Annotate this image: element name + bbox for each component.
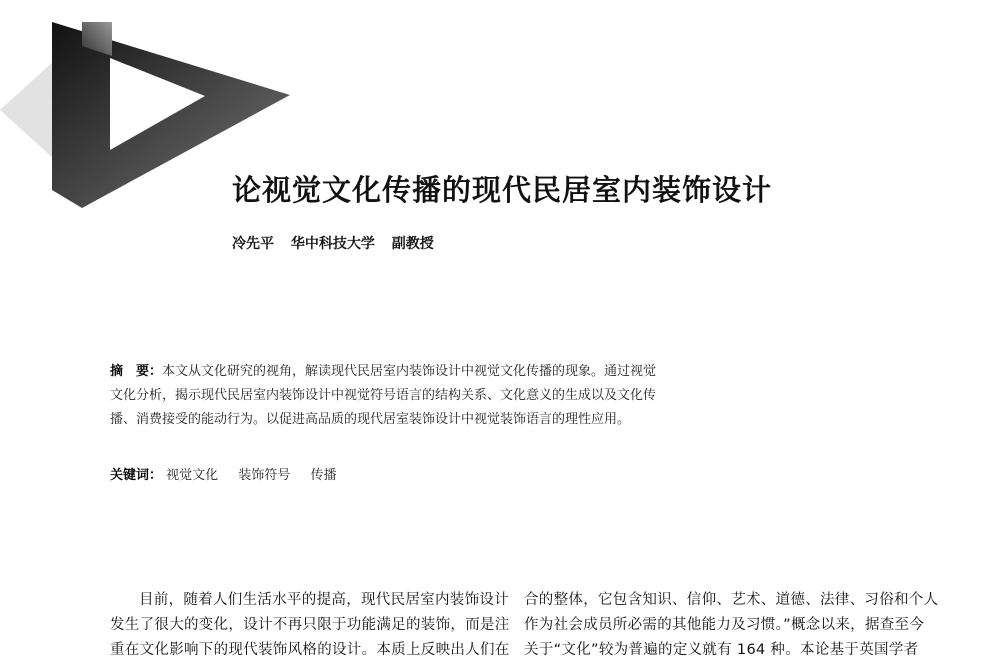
body-line: 目前，随着人们生活水平的提高，现代民居室内装饰设计 <box>139 592 509 608</box>
body-column-left <box>110 588 510 663</box>
abstract <box>110 360 665 432</box>
article-title: 论视觉文化传播的现代民居室内装饰设计 <box>232 173 773 207</box>
body-line: 作为社会成员所必需的其他能力及习惯。”概念以来，据查至今 <box>524 617 925 633</box>
author-name: 冷先平 <box>232 236 274 252</box>
author-line <box>232 233 446 253</box>
body-column-right <box>524 588 939 663</box>
keyword: 视觉文化 <box>166 468 219 483</box>
keyword: 传播 <box>310 468 337 483</box>
author-position: 副教授 <box>391 236 434 252</box>
logo-shade <box>0 60 55 160</box>
author-affiliation: 华中科技大学 <box>290 236 375 252</box>
body-line: 合的整体，它包含知识、信仰、艺术、道德、法律、习俗和个人 <box>524 592 939 608</box>
body-line: 关于“文化”较为普遍的定义就有 164 种。本论基于英国学者 <box>524 642 919 658</box>
keywords <box>110 464 352 483</box>
keyword: 装饰符号 <box>238 468 291 483</box>
abstract-label: 摘 要： <box>110 364 163 379</box>
keywords-label: 关键词： <box>110 468 163 483</box>
body-line: 重在文化影响下的现代装饰风格的设计。本质上反映出人们在 <box>110 642 510 658</box>
abstract-text: 本文从文化研究的视角，解读现代民居室内装饰设计中视觉文化传播的现象。通过视觉文化分析，揭示现代民居室内装饰设计中视觉符号语言的结构关系、文化意义的生成以及文化传播、消费接受的能动行为。以促进高品质的现代居室装饰设计中视觉装饰语言的理性应用。 <box>110 364 657 427</box>
body-line: 发生了很大的变化，设计不再只限于功能满足的装饰，而是注 <box>110 617 510 633</box>
